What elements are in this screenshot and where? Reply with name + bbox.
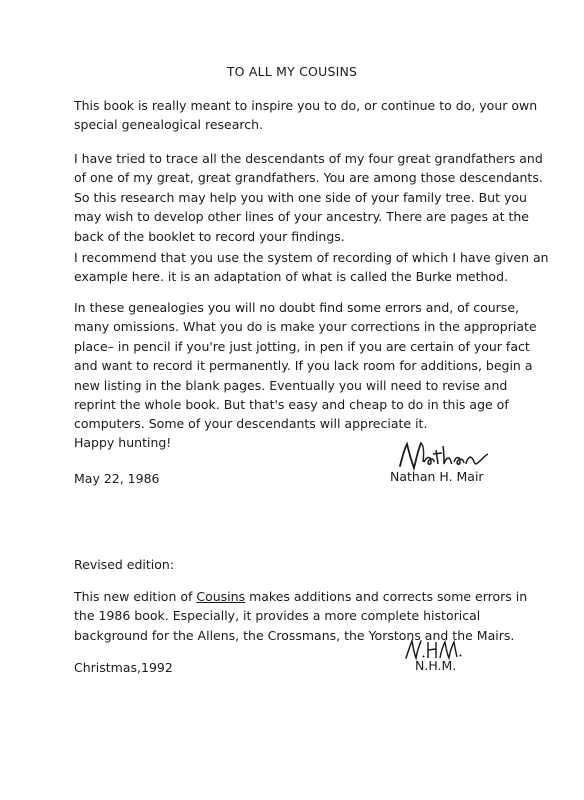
intro-paragraph xyxy=(74,96,538,135)
errors-paragraph xyxy=(74,298,537,434)
revised-heading: Revised edition: xyxy=(74,557,175,572)
text-line: This book is really meant to inspire you to do, or continue to do, your own xyxy=(74,98,538,113)
text-line: I recommend that you use the system of recording of which I have given an xyxy=(74,250,549,265)
text-line: place– in pencil if you're just jotting, in pen if you are certain of your fact xyxy=(74,338,530,354)
text-line: computers. Some of your descendants will appreciate it. xyxy=(74,416,428,432)
original-date: May 22, 1986 xyxy=(74,471,160,486)
signer-initials: N.H.M. xyxy=(415,658,457,673)
text-line: may wish to develop other lines of your ancestry. There are pages at the xyxy=(74,209,529,225)
text-line xyxy=(74,587,528,606)
text-line: So this research may help you with one side of your family tree. But you xyxy=(74,189,527,205)
text-segment: This new edition of xyxy=(74,589,197,604)
page-title: TO ALL MY COUSINS xyxy=(226,64,358,79)
text-line: example here. it is an adaptation of what is called the Burke method. xyxy=(74,269,508,285)
text-line: new listing in the blank pages. Eventually you will need to revise and xyxy=(74,377,508,393)
text-line: of one of my great, great grandfathers. You are among those descendants. xyxy=(74,170,543,186)
text-line: background for the Allens, the Crossmans, the Yorstons and the Mairs. xyxy=(74,627,515,643)
revised-date: Christmas,1992 xyxy=(74,660,173,675)
text-line: and want to record it permanently. If you lack room for additions, begin a xyxy=(74,358,533,374)
method-paragraph xyxy=(74,248,549,287)
text-line: special genealogical research. xyxy=(74,117,264,133)
text-segment: makes additions and corrects some errors in xyxy=(245,589,528,604)
closing-line: Happy hunting! xyxy=(74,435,172,450)
text-line: back of the booklet to record your findings. xyxy=(74,228,345,244)
text-line: I have tried to trace all the descendants of my four great grandfathers and xyxy=(74,151,543,166)
text-line: many omissions. What you do is make your corrections in the appropriate xyxy=(74,319,537,335)
text-line: reprint the whole book. But that's easy and cheap to do in this age of xyxy=(74,397,509,413)
book-title: Cousins xyxy=(196,589,246,604)
text-line: In these genealogies you will no doubt find some errors and, of course, xyxy=(74,300,519,315)
signer-name: Nathan H. Mair xyxy=(390,469,484,484)
text-line: the 1986 book. Especially, it provides a more complete historical xyxy=(74,608,481,624)
descendants-paragraph xyxy=(74,149,543,246)
revised-paragraph xyxy=(74,587,528,645)
